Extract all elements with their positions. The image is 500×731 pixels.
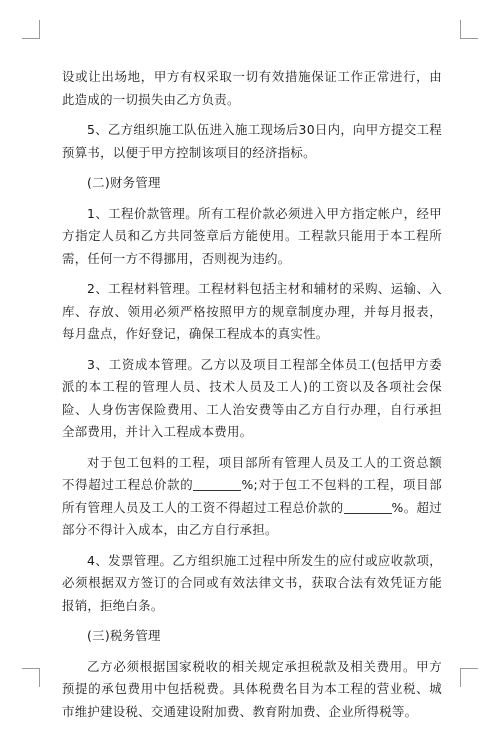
- crop-mark-bottom-right-h: [460, 668, 478, 669]
- crop-mark-top-right-v: [460, 20, 461, 39]
- paragraph-invoice: 4、发票管理。乙方组织施工过程中所发生的应付或应收款项，必须根据双方签订的合同或有效法律文书，获取合法有效凭证方能报销，拒绝白条。: [62, 552, 442, 613]
- document-body: [62, 66, 442, 731]
- paragraph-materials: 2、工程材料管理。工程材料包括主材和辅材的采购、运输、入库、存放、领用必须严格按照甲方的规章制度办理，并每月报表，每月盘点，作好登记，确保工程成本的真实性。: [62, 281, 442, 341]
- paragraph-wage-cost: 3、工资成本管理。乙方以及项目工程部全体员工(包括甲方委派的本工程的管理人员、技术人员及工人)的工资以及各项社会保险、人身伤害保险费用、工人治安费等由乙方自行办理，自行承担全部费用，并计入工程成本费用。: [62, 356, 442, 439]
- paragraph-wage-limit: [62, 452, 442, 542]
- section-heading-finance: (二)财务管理: [87, 175, 161, 190]
- blank-fill-line: [344, 500, 392, 514]
- crop-mark-bottom-left-v: [39, 668, 40, 687]
- crop-mark-bottom-left-h: [22, 668, 40, 669]
- crop-mark-top-left-v: [39, 20, 40, 39]
- blank-fill-line: [193, 477, 241, 491]
- section-heading-tax: (三)税务管理: [87, 628, 161, 643]
- paragraph-continuation: 设或让出场地，甲方有权采取一切有效措施保证工作正常进行，由此造成的一切损失由乙方负责。: [62, 69, 442, 107]
- wage-limit-text-2: %;对于包工不包料的工程，项目部所有管理人员及工人的工资不得超过工程总价款的: [62, 477, 442, 515]
- paragraph-project-payment: 1、工程价款管理。所有工程价款必须进入甲方指定帐户，经甲方指定人员和乙方共同签章后方能使用。工程款只能用于本工程所需，任何一方不得挪用，否则视为违约。: [62, 205, 442, 266]
- paragraph-tax: 乙方必须根据国家税收的相关规定承担税款及相关费用。甲方预提的承包费用中包括税费。具体税费名目为本工程的营业税、城市维护建设税、交通建设附加费、教育附加费、企业所得税等。: [62, 658, 442, 719]
- wage-limit-text-3: %。超过部分不得计入成本，由乙方自行承担。: [62, 499, 442, 537]
- wage-limit-text-1: 对于包工包料的工程，项目部所有管理人员及工人的工资总额不得超过工程总价款的: [62, 454, 442, 492]
- crop-mark-top-right-h: [460, 38, 478, 39]
- paragraph-item-5-budget: 5、乙方组织施工队伍进入施工现场后30日内，向甲方提交工程预算书，以便于甲方控制该项目的经济指标。: [62, 122, 442, 160]
- crop-mark-top-left-h: [22, 38, 40, 39]
- crop-mark-bottom-right-v: [460, 668, 461, 687]
